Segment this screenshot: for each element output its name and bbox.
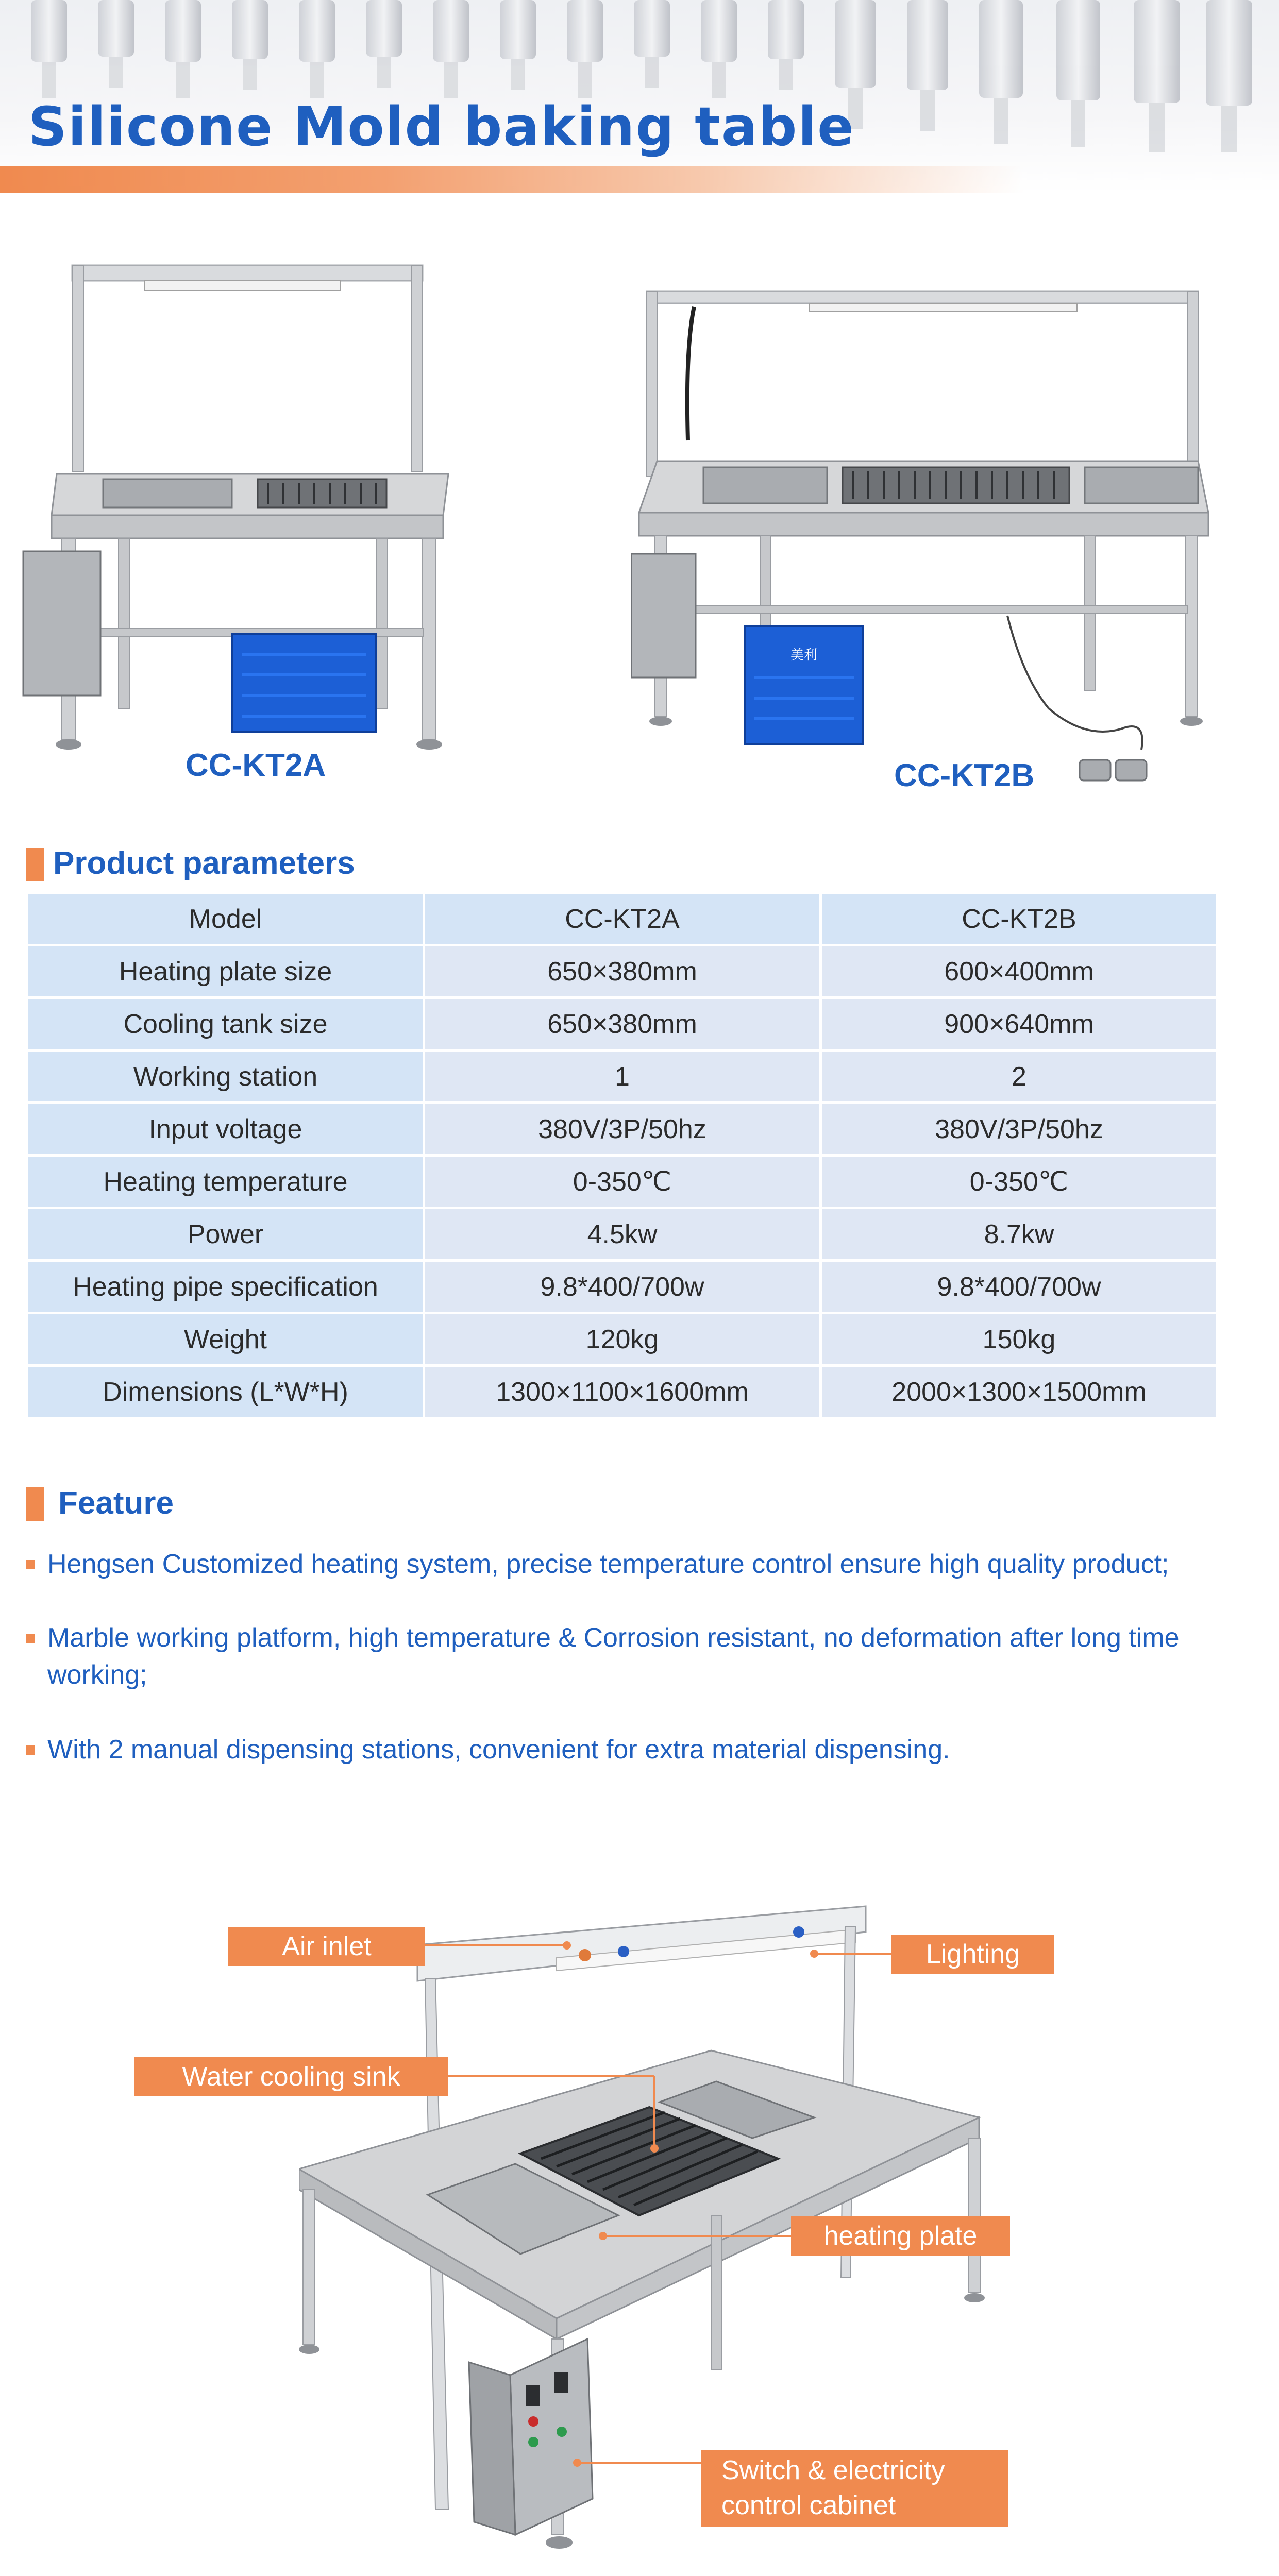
cell-kt2b: 2 <box>821 1050 1218 1103</box>
cell-kt2a: 4.5kw <box>424 1208 821 1261</box>
table-row <box>27 1366 1218 1418</box>
product-image-kt2a <box>15 258 459 768</box>
row-label: Cooling tank size <box>27 998 424 1050</box>
title-underline-bar <box>0 166 1279 193</box>
row-label: Power <box>27 1208 424 1261</box>
section-title-parameters: Product parameters <box>53 845 355 881</box>
table-row <box>27 998 1218 1050</box>
cell-kt2b: 900×640mm <box>821 998 1218 1050</box>
table-header-row <box>27 893 1218 945</box>
cell-kt2b: 600×400mm <box>821 945 1218 998</box>
parameters-table <box>26 891 1219 1419</box>
callout-water-cooling-sink: Water cooling sink <box>134 2057 448 2096</box>
table-row <box>27 945 1218 998</box>
basket-brand-label: 美利 <box>790 648 818 663</box>
cell-kt2b: 380V/3P/50hz <box>821 1103 1218 1156</box>
table-row <box>27 1156 1218 1208</box>
callout-switch-line2: control cabinet <box>721 2490 896 2520</box>
callout-heating-plate: heating plate <box>791 2216 1010 2256</box>
product-model-caption-a: CC-KT2A <box>186 748 326 783</box>
product-model-caption-b: CC-KT2B <box>894 758 1035 793</box>
cell-kt2b: 9.8*400/700w <box>821 1261 1218 1313</box>
page-title: Silicone Mold baking table <box>28 95 855 158</box>
section-marker <box>26 1487 44 1521</box>
table-header-cell: Model <box>27 893 424 945</box>
section-marker <box>26 848 44 881</box>
bullet-icon <box>26 1634 35 1643</box>
feature-text: Hengsen Customized heating system, precise temperature control ensure high quality product; <box>47 1549 1169 1579</box>
cell-kt2b: 150kg <box>821 1313 1218 1366</box>
row-label: Heating pipe specification <box>27 1261 424 1313</box>
cell-kt2a: 650×380mm <box>424 945 821 998</box>
row-label: Working station <box>27 1050 424 1103</box>
callout-air-inlet: Air inlet <box>228 1927 425 1966</box>
feature-item <box>26 1546 1252 1583</box>
row-label: Weight <box>27 1313 424 1366</box>
callout-leader-lines <box>0 1906 1279 2576</box>
table-row <box>27 1208 1218 1261</box>
cell-kt2a: 1300×1100×1600mm <box>424 1366 821 1418</box>
bullet-icon <box>26 1560 35 1569</box>
bullet-icon <box>26 1745 35 1755</box>
row-label: Heating plate size <box>27 945 424 998</box>
cell-kt2a: 120kg <box>424 1313 821 1366</box>
table-header-cell: CC-KT2B <box>821 893 1218 945</box>
row-label: Dimensions (L*W*H) <box>27 1366 424 1418</box>
callout-switch-line1: Switch & electricity <box>721 2455 945 2485</box>
cell-kt2a: 650×380mm <box>424 998 821 1050</box>
cell-kt2a: 0-350℃ <box>424 1156 821 1208</box>
hero-banner <box>0 0 1279 193</box>
section-title-feature: Feature <box>58 1485 174 1521</box>
feature-item <box>26 1731 1252 1768</box>
feature-text: Marble working platform, high temperature & Corrosion resistant, no deformation after long time working; <box>47 1623 1180 1690</box>
table-row <box>27 1313 1218 1366</box>
callout-switch-control-cabinet <box>701 2450 1008 2527</box>
callout-lighting: Lighting <box>891 1935 1054 1974</box>
cell-kt2a: 9.8*400/700w <box>424 1261 821 1313</box>
row-label: Heating temperature <box>27 1156 424 1208</box>
product-image-kt2b <box>631 286 1224 796</box>
row-label: Input voltage <box>27 1103 424 1156</box>
table-row <box>27 1261 1218 1313</box>
cell-kt2a: 380V/3P/50hz <box>424 1103 821 1156</box>
table-header-cell: CC-KT2A <box>424 893 821 945</box>
cell-kt2b: 2000×1300×1500mm <box>821 1366 1218 1418</box>
cell-kt2a: 1 <box>424 1050 821 1103</box>
table-row <box>27 1050 1218 1103</box>
feature-item <box>26 1619 1252 1693</box>
table-row <box>27 1103 1218 1156</box>
cell-kt2b: 8.7kw <box>821 1208 1218 1261</box>
cell-kt2b: 0-350℃ <box>821 1156 1218 1208</box>
feature-text: With 2 manual dispensing stations, convenient for extra material dispensing. <box>47 1735 950 1765</box>
